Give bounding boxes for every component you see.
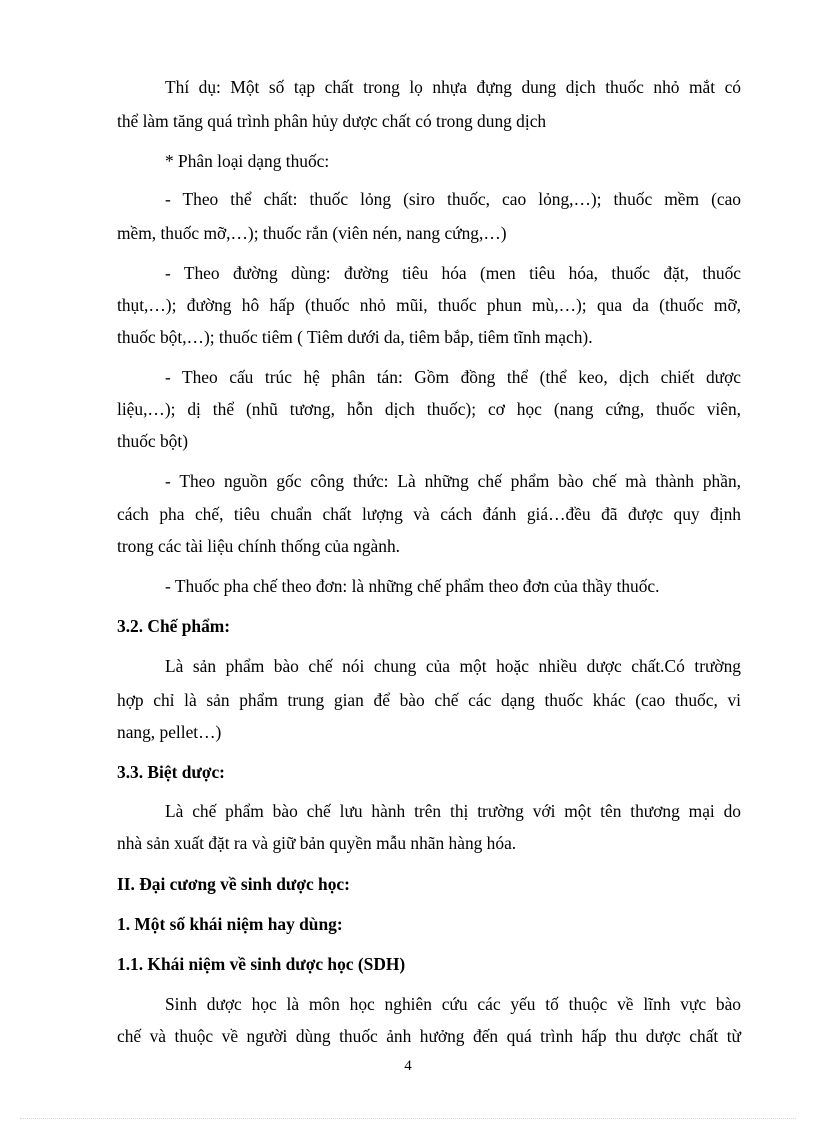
- brand-drug-line-2: nhà sản xuất đặt ra và giữ bản quyền mẫu nhãn hàng hóa.: [117, 833, 517, 853]
- formula-origin-line-3: trong các tài liệu chính thống của ngành.: [117, 536, 400, 556]
- route-line-2: thụt,…); đường hô hấp (thuốc nhỏ mũi, thuốc phun mù,…); qua da (thuốc mỡ,: [117, 295, 741, 315]
- section-3-2-heading: 3.2. Chế phẩm:: [117, 616, 231, 636]
- classification-heading: * Phân loại dạng thuốc:: [165, 151, 330, 171]
- dispersion-line-1: - Theo cấu trúc hệ phân tán: Gồm đồng thể (thể keo, dịch chiết dược: [165, 367, 741, 387]
- biopharmacy-line-2: chế và thuộc về người dùng thuốc ảnh hưởng đến quá trình hấp thu dược chất từ: [117, 1026, 741, 1046]
- formula-origin-line-2: cách pha chế, tiêu chuẩn chất lượng và cách đánh giá…đều đã được quy định: [117, 504, 741, 524]
- product-line-3: nang, pellet…): [117, 722, 222, 742]
- paragraph-example-line-1: Thí dụ: Một số tạp chất trong lọ nhựa đựng dung dịch thuốc nhỏ mắt có: [165, 77, 741, 97]
- section-3-3-heading: 3.3. Biệt dược:: [117, 762, 225, 782]
- page-bottom-divider: [20, 1118, 796, 1119]
- route-line-1: - Theo đường dùng: đường tiêu hóa (men tiêu hóa, thuốc đặt, thuốc: [165, 263, 741, 283]
- section-1-1-heading: 1.1. Khái niệm về sinh dược học (SDH): [117, 954, 406, 974]
- route-line-3: thuốc bột,…); thuốc tiêm ( Tiêm dưới da, tiêm bắp, tiêm tĩnh mạch).: [117, 327, 593, 347]
- prescription-line: - Thuốc pha chế theo đơn: là những chế phẩm theo đơn của thầy thuốc.: [165, 576, 660, 596]
- biopharmacy-line-1: Sinh dược học là môn học nghiên cứu các yếu tố thuộc về lĩnh vực bào: [165, 994, 741, 1014]
- page-number: 4: [404, 1058, 412, 1074]
- brand-drug-line-1: Là chế phẩm bào chế lưu hành trên thị trường với một tên thương mại do: [165, 801, 741, 821]
- physical-state-line-2: mềm, thuốc mỡ,…); thuốc rắn (viên nén, nang cứng,…): [117, 223, 507, 243]
- section-II-heading: II. Đại cương về sinh dược học:: [117, 874, 350, 894]
- formula-origin-line-1: - Theo nguồn gốc công thức: Là những chế phẩm bào chế mà thành phần,: [165, 471, 741, 491]
- product-line-2: hợp chỉ là sản phẩm trung gian để bào chế các dạng thuốc khác (cao thuốc, vi: [117, 690, 741, 710]
- dispersion-line-3: thuốc bột): [117, 431, 188, 451]
- product-line-1: Là sản phẩm bào chế nói chung của một hoặc nhiều dược chất.Có trường: [165, 656, 741, 676]
- physical-state-line-1: - Theo thể chất: thuốc lỏng (siro thuốc, cao lỏng,…); thuốc mềm (cao: [165, 189, 741, 209]
- section-1-heading: 1. Một số khái niệm hay dùng:: [117, 914, 343, 934]
- paragraph-example-line-2: thể làm tăng quá trình phân hủy dược chất có trong dung dịch: [117, 111, 547, 131]
- dispersion-line-2: liệu,…); dị thể (nhũ tương, hỗn dịch thuốc); cơ học (nang cứng, thuốc viên,: [117, 399, 741, 419]
